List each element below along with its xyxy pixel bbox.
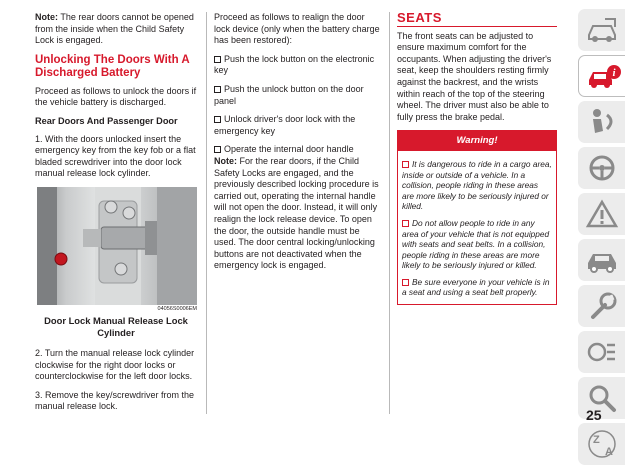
warning-body bbox=[398, 151, 556, 304]
checkbox-bullet-icon bbox=[402, 220, 409, 227]
column-1 bbox=[35, 12, 197, 420]
door-latch-illustration bbox=[37, 187, 197, 305]
bullet-item: Unlock driver's door lock with the emergency key bbox=[214, 114, 356, 136]
index-letter-a: A bbox=[605, 446, 613, 458]
steering-wheel-icon bbox=[585, 153, 619, 183]
index-az-icon bbox=[585, 429, 619, 459]
warning-triangle-icon bbox=[585, 199, 619, 229]
subheading-rear-doors: Rear Doors And Passenger Door bbox=[35, 115, 178, 126]
seats-heading: SEATS bbox=[397, 12, 557, 27]
warning-item: It is dangerous to ride in a cargo area, inside or outside of a vehicle. In a collision, people riding in these areas are more likely to be seriously injured or killed. bbox=[402, 158, 552, 212]
tab-index[interactable] bbox=[578, 423, 625, 465]
intro-text: Proceed as follows to unlock the doors if the vehicle battery is discharged. bbox=[35, 85, 197, 108]
image-caption: Door Lock Manual Release Lock Cylinder bbox=[44, 314, 188, 338]
wrench-icon bbox=[585, 291, 619, 321]
checkbox-bullet-icon bbox=[214, 86, 221, 93]
warning-title: Warning! bbox=[398, 131, 556, 151]
note-text: For the rear doors, if the Child Safety Locks are engaged, and the previously described locking procedure is carried out, operating the internal handle will not open the door. Instead, it will only realign the lock release device. To open the door, the outside handle must be used. The door central locking/unlocking buttons are not deactivated when the emergency lock is engaged. bbox=[214, 155, 379, 271]
chapter-tabs bbox=[578, 9, 625, 469]
checkbox-bullet-icon bbox=[214, 56, 221, 63]
tab-emergency[interactable] bbox=[578, 239, 625, 281]
specs-icon bbox=[585, 337, 619, 367]
note-label: Note: bbox=[35, 12, 58, 22]
tab-maintenance[interactable] bbox=[578, 285, 625, 327]
car-info-icon bbox=[586, 62, 622, 92]
airbag-passenger-icon bbox=[585, 107, 619, 137]
tab-vehicle-info-active[interactable] bbox=[578, 55, 625, 97]
step-2: 2. Turn the manual release lock cylinder clockwise for the right door locks or counterclockwise for the left door locks. bbox=[35, 347, 195, 382]
car-emergency-icon bbox=[585, 245, 619, 275]
column-divider bbox=[389, 12, 390, 414]
warning-item: Do not allow people to ride in any area of your vehicle that is not equipped with seats and seat belts. In a collision, people riding in these areas are more likely to be seriously injured or killed. bbox=[402, 217, 550, 271]
page-number: 25 bbox=[586, 407, 602, 423]
step-3: 3. Remove the key/screwdriver from the manual release lock. bbox=[35, 389, 195, 412]
tab-safety[interactable] bbox=[578, 101, 625, 143]
bullet-item: Push the lock button on the electronic key bbox=[214, 53, 375, 76]
note-text: The rear doors cannot be opened from the inside when the Child Safety Lock is engaged. bbox=[35, 12, 194, 46]
tab-getting-to-know[interactable] bbox=[578, 9, 625, 51]
bullet-item: Push the unlock button on the door panel bbox=[214, 83, 364, 106]
image-code: 04056S0006EM bbox=[157, 305, 197, 312]
checkbox-bullet-icon bbox=[214, 116, 221, 123]
info-letter: i bbox=[612, 67, 616, 79]
realign-intro: Proceed as follows to realign the door lock device (only when the battery charge has been restored): bbox=[214, 12, 380, 46]
tab-technical-data[interactable] bbox=[578, 331, 625, 373]
checkbox-bullet-icon bbox=[402, 161, 409, 168]
warning-item: Be sure everyone in your vehicle is in a seat and using a seat belt properly. bbox=[402, 276, 550, 298]
tab-warning-lights[interactable] bbox=[578, 193, 625, 235]
column-3 bbox=[397, 12, 557, 305]
note-paragraph bbox=[35, 12, 197, 47]
warning-box bbox=[397, 130, 557, 305]
section-heading-unlocking: Unlocking The Doors With A Discharged Battery bbox=[35, 53, 190, 79]
lock-cylinder-photo bbox=[37, 187, 197, 305]
step-1: 1. With the doors unlocked insert the emergency key from the key fob or a flat bladed screwdriver into the door lock manual release lock cylinder. bbox=[35, 133, 196, 179]
note-paragraph-2 bbox=[214, 156, 380, 272]
column-divider bbox=[206, 12, 207, 414]
checkbox-bullet-icon bbox=[402, 279, 409, 286]
seats-intro: The front seats can be adjusted to ensure maximum comfort for the occupants. When adjusting the driver's seat, keep the shoulders resting firmly against the backrest, and the wrists within reach of the top of the steering wheel. The driver must also be able to fully press the brake pedal. bbox=[397, 30, 552, 122]
index-letter-z: Z bbox=[593, 434, 600, 446]
note-label: Note: bbox=[214, 155, 237, 166]
checkbox-bullet-icon bbox=[214, 146, 221, 153]
column-2 bbox=[214, 12, 380, 279]
car-dashboard-icon bbox=[585, 15, 619, 45]
tab-driving[interactable] bbox=[578, 147, 625, 189]
bullet-item: Operate the internal door handle bbox=[214, 144, 380, 156]
